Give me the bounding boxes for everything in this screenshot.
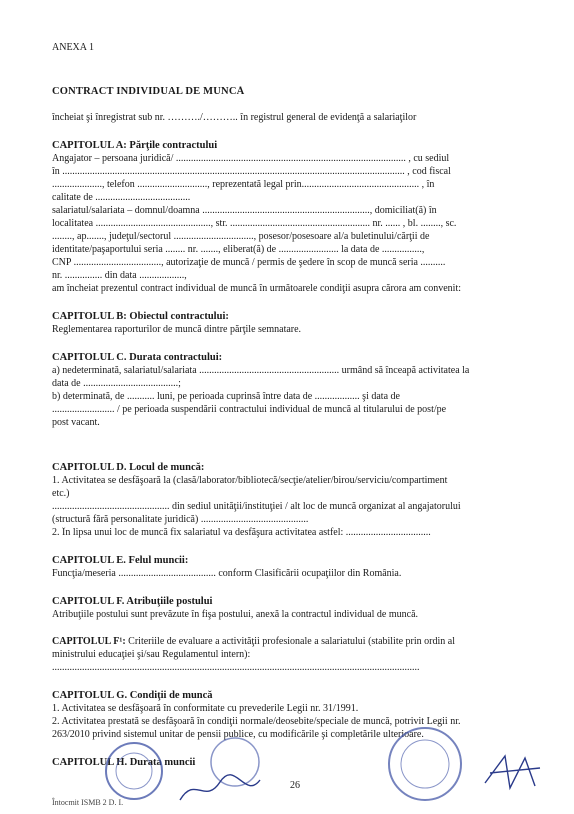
contract-line: ........, ap......., judeţul/sectorul ................................, posesor/posesoare al/a buletinului/cărţii de [52, 231, 430, 242]
contract-line: ............................................... din sediul unităţii/instituţiei / alt loc de muncă organizat al angajatorului [52, 501, 461, 512]
chapter-heading: CAPITOLUL F. Atribuţiile postului [52, 596, 213, 607]
contract-line: b) determinată, de ........... luni, pe perioada cuprinsă între data de .................. şi data de [52, 391, 400, 402]
round-stamp-left [94, 738, 174, 804]
contract-line: post vacant. [52, 417, 100, 428]
contract-line: Angajator – persoana juridică/ ............................................................................................ , cu sediul [52, 153, 450, 164]
contract-line: ......................... / pe perioada suspendării contractului individual de muncă al titularului de post/pe [52, 404, 447, 415]
contract-line: etc.) [52, 488, 70, 499]
contract-line: 1. Activitatea se desfăşoară în conformitate cu prevederile Legii nr. 31/1991. [52, 703, 359, 714]
contract-line: am încheiat prezentul contract individual de muncă în următoarele condiţii asupra cărora am convenit: [52, 283, 461, 294]
contract-line: a) nedeterminată, salariatul/salariata ........................................................ urmând să înceapă activitatea la [52, 365, 470, 376]
chapter-heading: CAPITOLUL A: Părţile contractului [52, 140, 218, 151]
contract-line: localitatea .............................................., str. ........................................................ nr. ...... , bl. ........, sc. [52, 218, 457, 229]
chapter-heading: CAPITOLUL E. Felul muncii: [52, 555, 189, 566]
chapter-heading: CAPITOLUL C. Durata contractului: [52, 352, 223, 363]
chapter-heading: CAPITOLUL D. Locul de muncă: [52, 462, 205, 473]
registration-line: încheiat şi înregistrat sub nr. ………./……….. în registrul general de evidenţă a salariaţilor [52, 112, 417, 123]
contract-line: 2. În lipsa unui loc de muncă fix salariatul va desfăşura activitatea astfel: .................................. [52, 527, 431, 538]
footer-note: Întocmit ISMB 2 D. I. [52, 798, 124, 807]
signature-1 [175, 770, 265, 810]
contract-line: în ......................................................................................................................................... , cod fiscal [52, 166, 451, 177]
contract-line: salariatul/salariata – domnul/doamna ..................................................................., domiciliat(ă) în [52, 205, 437, 216]
chapter-heading: CAPITOLUL G. Condiţii de muncă [52, 690, 213, 701]
chapter-heading: CAPITOLUL B: Obiectul contractului: [52, 311, 229, 322]
contract-line: identitate/paşaportului seria ........ nr. ......., eliberat(ă) de ........................ la data de ................, [52, 244, 425, 255]
contract-line: CAPITOLUL F¹: Criteriile de evaluare a activităţii profesionale a salariatului (stabilite prin ordin al [52, 636, 455, 647]
contract-line: ................................................................................................................................................... [52, 662, 420, 673]
contract-line: 263/2010 privind sistemul unitar de pensii publice, cu modificările şi completările ulterioare. [52, 729, 424, 740]
contract-line: CNP ..................................., autorizaţie de muncă / permis de şedere în scop de muncă seria .......... [52, 257, 446, 268]
contract-line: calitate de ...................................... [52, 192, 191, 203]
contract-line: Funcţia/meseria ....................................... conform Clasificării ocupaţiilor din România. [52, 568, 402, 579]
contract-line: ministrului educaţiei şi/sau Regulamentul intern): [52, 649, 251, 660]
contract-line: ...................., telefon ............................, reprezentată legal prin............................................... , în [52, 179, 435, 190]
contract-line: (structură fără personalitate juridică) ........................................... [52, 514, 309, 525]
page-number: 26 [290, 780, 300, 791]
contract-line: data de ......................................; [52, 378, 181, 389]
contract-title: CONTRACT INDIVIDUAL DE MUNCĂ [52, 86, 245, 97]
contract-line: Reglementarea raporturilor de muncă dintre părţile semnatare. [52, 324, 302, 335]
contract-line: Atribuţiile postului sunt prevăzute în fişa postului, anexă la contractul individual de muncă. [52, 609, 419, 620]
signature-2 [480, 748, 550, 798]
annex-label: ANEXA 1 [52, 42, 94, 53]
contract-line: 2. Activitatea prestată se desfăşoară în condiţii normale/deosebite/speciale de muncă, potrivit Legii nr. [52, 716, 461, 727]
contract-line: 1. Activitatea se desfăşoară la (clasă/laborator/bibliotecă/secţie/atelier/birou/serviciu/compartiment [52, 475, 448, 486]
chapter-heading: CAPITOLUL H. Durata muncii [52, 757, 196, 768]
contract-line: nr. ............... din data .................., [52, 270, 187, 281]
